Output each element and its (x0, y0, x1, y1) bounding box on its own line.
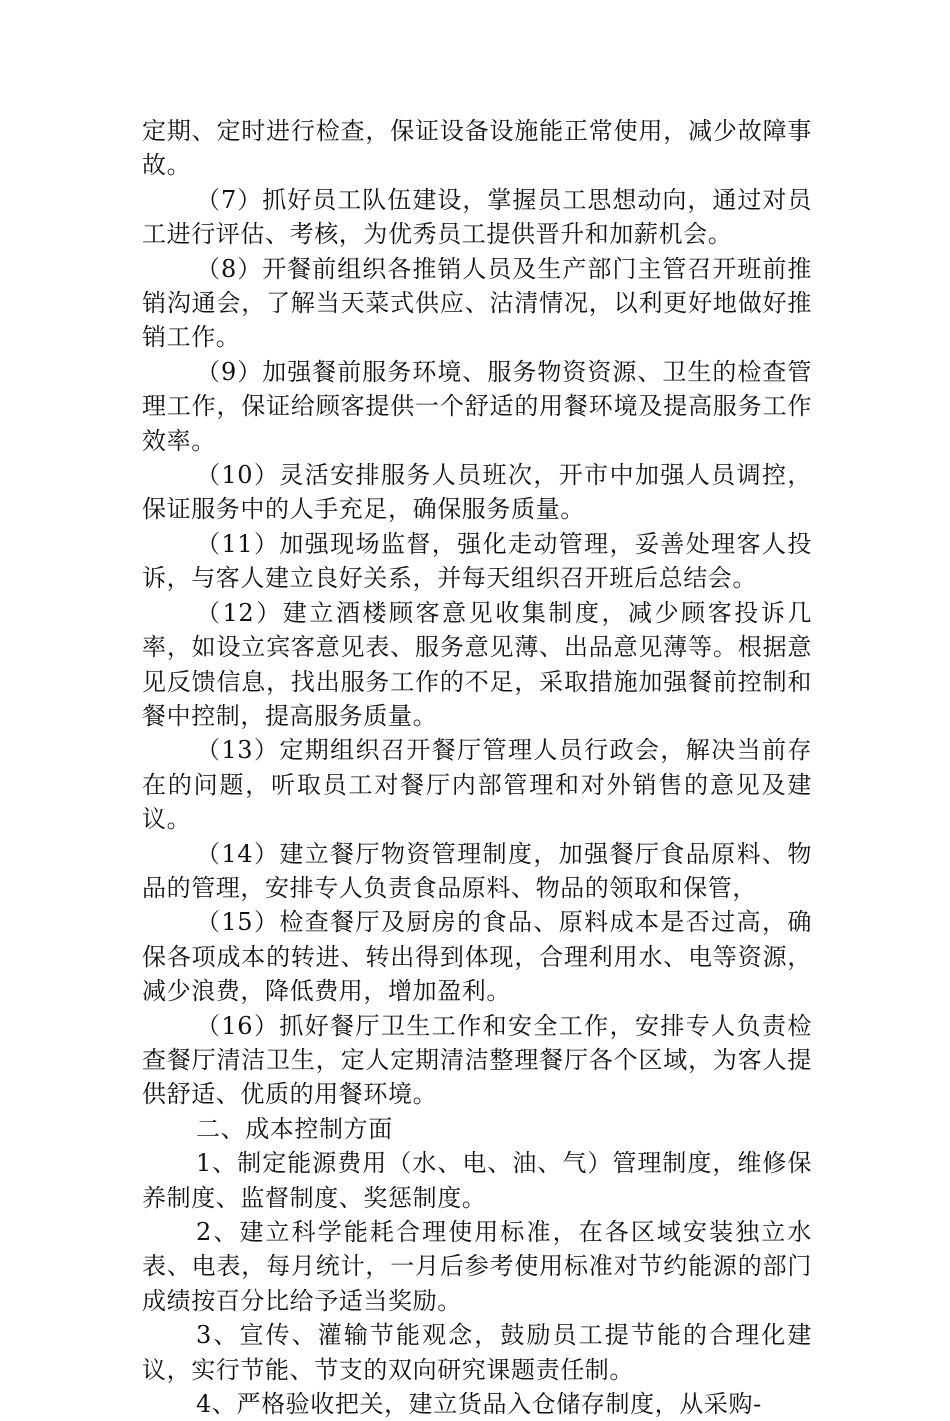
paragraph-item-10: （10）灵活安排服务人员班次，开市中加强人员调控，保证服务中的人手充足，确保服务质量。 (142, 461, 812, 524)
paragraph-cost-1: 1、制定能源费用（水、电、油、气）管理制度，维修保养制度、监督制度、奖惩制度。 (142, 1149, 812, 1212)
paragraph-item-9: （9）加强餐前服务环境、服务物资资源、卫生的检查管理工作，保证给顾客提供一个舒适的用餐环境及提高服务工作效率。 (142, 357, 812, 455)
paragraph-item-16: （16）抓好餐厅卫生工作和安全工作，安排专人负责检查餐厅清洁卫生，定人定期清洁整理餐厅各个区域，为客人提供舒适、优质的用餐环境。 (142, 1011, 812, 1109)
paragraph-cost-3: 3、宣传、灌输节能观念，鼓励员工提节能的合理化建议，实行节能、节支的双向研究课题责任制。 (142, 1321, 812, 1384)
paragraph-item-15: （15）检查餐厅及厨房的食品、原料成本是否过高，确保各项成本的转进、转出得到体现，合理利用水、电等资源，减少浪费，降低费用，增加盈利。 (142, 908, 812, 1006)
paragraph-item-7: （7）抓好员工队伍建设，掌握员工思想动向，通过对员工进行评估、考核，为优秀员工提供晋升和加薪机会。 (142, 185, 812, 249)
document-body (142, 114, 812, 1421)
paragraph-item-13: （13）定期组织召开餐厅管理人员行政会，解决当前存在的问题，听取员工对餐厅内部管理和对外销售的意见及建议。 (142, 736, 812, 834)
paragraph-cost-4: 4、严格验收把关，建立货品入仓储存制度，从采购- (196, 1390, 762, 1419)
paragraph-item-11: （11）加强现场监督，强化走动管理，妥善处理客人投诉，与客人建立良好关系，并每天组织召开班后总结会。 (142, 529, 812, 593)
paragraph-cost-2: 2、建立科学能耗合理使用标准，在各区域安装独立水表、电表，每月统计，一月后参考使用标准对节约能源的部门成绩按百分比给予适当奖励。 (142, 1218, 812, 1315)
paragraph-item-12: （12）建立酒楼顾客意见收集制度，减少顾客投诉几率，如设立宾客意见表、服务意见薄、出品意见薄等。根据意见反馈信息，找出服务工作的不足，采取措施加强餐前控制和餐中控制，提高服务质量。 (142, 598, 812, 730)
paragraph-continuation: 定期、定时进行检查，保证设备设施能正常使用，减少故障事故。 (142, 117, 812, 180)
section-heading-cost-control: 二、成本控制方面 (196, 1114, 393, 1143)
paragraph-item-14: （14）建立餐厅物资管理制度，加强餐厅食品原料、物品的管理，安排专人负责食品原料、物品的领取和保管， (142, 839, 812, 902)
paragraph-item-8: （8）开餐前组织各推销人员及生产部门主管召开班前推销沟通会，了解当天菜式供应、沽清情况，以利更好地做好推销工作。 (142, 254, 812, 352)
